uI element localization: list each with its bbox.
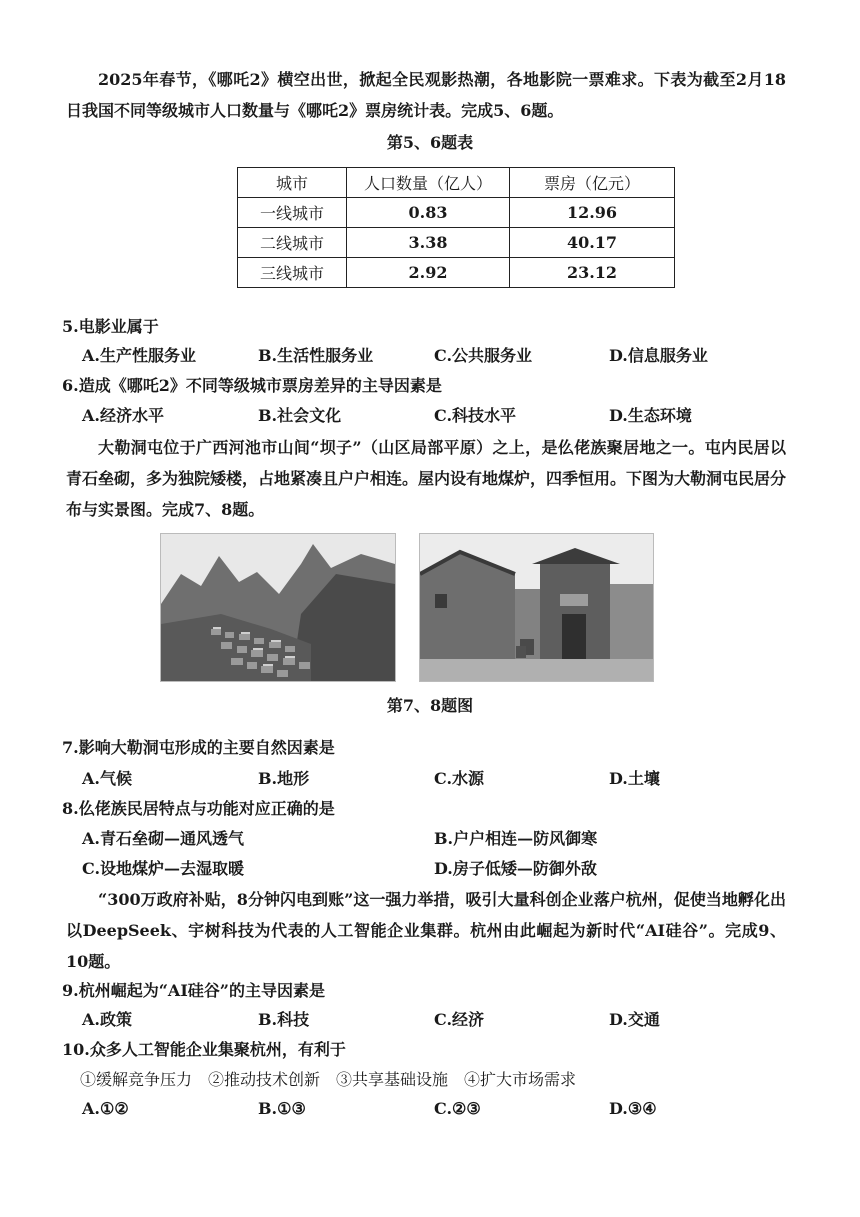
question-5-option-c[interactable]: C.公共服务业	[434, 346, 533, 365]
question-6-option-d[interactable]: D.生态环境	[609, 406, 692, 425]
stone-house-illustration	[420, 534, 653, 681]
header-cell: 城市	[238, 168, 347, 198]
header-cell: 票房（亿元）	[510, 168, 675, 198]
population-cell: 0.83	[347, 198, 510, 228]
question-5-stem: 5.电影业属于	[62, 317, 159, 336]
question-8-option-d[interactable]: D.房子低矮—防御外敌	[434, 859, 597, 878]
question-7-stem: 7.影响大勒洞屯形成的主要自然因素是	[62, 738, 335, 757]
question-6-option-a[interactable]: A.经济水平	[82, 406, 164, 425]
village-aerial-photo	[160, 533, 396, 682]
question-8-option-c[interactable]: C.设地煤炉—去湿取暖	[82, 859, 245, 878]
village-aerial-illustration	[161, 534, 395, 681]
house-photo	[419, 533, 654, 682]
question-9-option-d[interactable]: D.交通	[609, 1010, 660, 1029]
question-6-option-b[interactable]: B.社会文化	[258, 406, 342, 425]
population-cell: 2.92	[347, 258, 510, 288]
question-9-option-c[interactable]: C.经济	[434, 1010, 485, 1029]
box-office-cell: 12.96	[510, 198, 675, 228]
question-8-stem: 8.仫佬族民居特点与功能对应正确的是	[62, 799, 335, 818]
question-10-option-b[interactable]: B.①③	[258, 1099, 306, 1118]
statistics-table	[237, 167, 675, 288]
table-header-row	[238, 168, 675, 198]
population-cell: 3.38	[347, 228, 510, 258]
question-8-option-a[interactable]: A.青石垒砌—通风透气	[82, 829, 244, 848]
table-caption: 第5、6题表	[386, 133, 474, 152]
question-7-option-c[interactable]: C.水源	[434, 769, 485, 788]
question-10-option-a[interactable]: A.①②	[82, 1099, 129, 1118]
question-5-option-d[interactable]: D.信息服务业	[609, 346, 708, 365]
intro-paragraph-7-8: 大勒洞屯位于广西河池市山间“坝子”（山区局部平原）之上，是仫佬族聚居地之一。屯内民居以青石垒砌，多为独院矮楼，占地紧凑且户户相连。屋内设有地煤炉，四季恒用。下图为大勒洞屯民居分布与实景图。完成7、8题。	[66, 438, 787, 519]
question-6-option-c[interactable]: C.科技水平	[434, 406, 517, 425]
question-10-statements: ①缓解竞争压力 ②推动技术创新 ③共享基础设施 ④扩大市场需求	[80, 1070, 577, 1089]
table-row	[238, 228, 675, 258]
table-row	[238, 258, 675, 288]
table-row	[238, 198, 675, 228]
header-cell: 人口数量（亿人）	[347, 168, 510, 198]
question-8-option-b[interactable]: B.户户相连—防风御寒	[434, 829, 598, 848]
question-5-option-b[interactable]: B.生活性服务业	[258, 346, 374, 365]
box-office-cell: 23.12	[510, 258, 675, 288]
city-cell: 二线城市	[238, 228, 347, 258]
question-7-option-b[interactable]: B.地形	[258, 769, 310, 788]
question-9-option-a[interactable]: A.政策	[82, 1010, 132, 1029]
question-6-stem: 6.造成《哪吒2》不同等级城市票房差异的主导因素是	[62, 376, 442, 395]
question-10-option-d[interactable]: D.③④	[609, 1099, 657, 1118]
question-10-stem: 10.众多人工智能企业集聚杭州，有利于	[62, 1040, 346, 1059]
city-cell: 一线城市	[238, 198, 347, 228]
figure-caption: 第7、8题图	[386, 696, 474, 715]
question-10-option-c[interactable]: C.②③	[434, 1099, 481, 1118]
intro-paragraph-5-6: 2025年春节，《哪吒2》横空出世，掀起全民观影热潮，各地影院一票难求。下表为截至2月18日我国不同等级城市人口数量与《哪吒2》票房统计表。完成5、6题。	[66, 70, 786, 120]
question-5-option-a[interactable]: A.生产性服务业	[82, 346, 196, 365]
box-office-cell: 40.17	[510, 228, 675, 258]
question-9-option-b[interactable]: B.科技	[258, 1010, 310, 1029]
intro-paragraph-9-10: “300万政府补贴，8分钟闪电到账”这一强力举措，吸引大量科创企业落户杭州，促使当地孵化出以DeepSeek、宇树科技为代表的人工智能企业集群。杭州由此崛起为新时代“AI硅谷”。完成9、10题。	[66, 890, 786, 971]
question-7-option-a[interactable]: A.气候	[82, 769, 132, 788]
question-7-option-d[interactable]: D.土壤	[609, 769, 660, 788]
city-cell: 三线城市	[238, 258, 347, 288]
question-9-stem: 9.杭州崛起为“AI硅谷”的主导因素是	[62, 981, 326, 1000]
